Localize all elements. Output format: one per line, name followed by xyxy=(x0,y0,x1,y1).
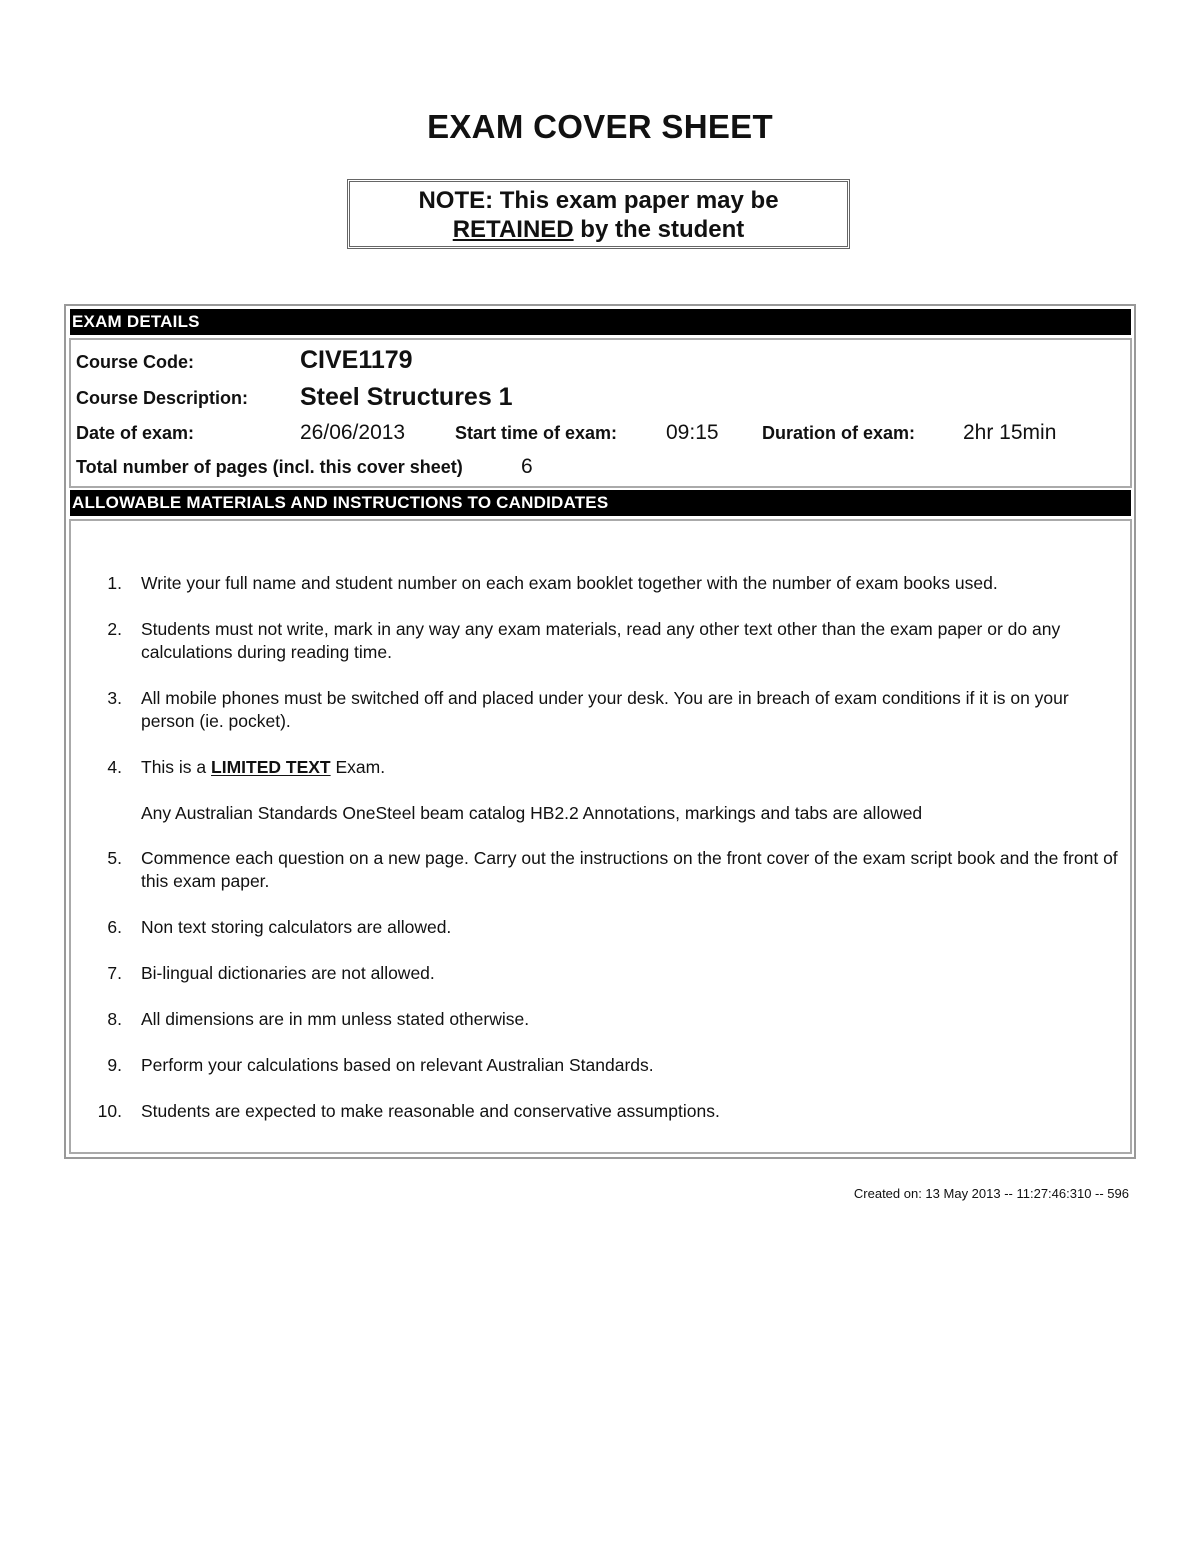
note-line-1: NOTE: This exam paper may be xyxy=(418,187,779,214)
start-time-label: Start time of exam: xyxy=(455,423,618,443)
instructions-header: ALLOWABLE MATERIALS AND INSTRUCTIONS TO CANDIDATES xyxy=(70,490,1131,516)
exam-details-header: EXAM DETAILS xyxy=(70,309,1131,335)
list-item: 6. Non text storing calculators are allowed. xyxy=(107,917,452,937)
course-description-label: Course Description: xyxy=(76,388,249,408)
list-item: Any Australian Standards OneSteel beam catalog HB2.2 Annotations, markings and tabs are allowed xyxy=(141,803,923,823)
list-item: 4. This is a LIMITED TEXT Exam. xyxy=(107,757,386,777)
page-title: EXAM COVER SHEET xyxy=(427,108,773,145)
duration-label: Duration of exam: xyxy=(762,423,916,443)
list-item: 1. Write your full name and student number on each exam booklet together with the number of exam books used. xyxy=(107,573,998,593)
list-item: 10. Students are expected to make reasonable and conservative assumptions. xyxy=(97,1101,720,1121)
exam-date-value: 26/06/2013 xyxy=(300,421,406,444)
instructions-list xyxy=(97,572,1120,1123)
duration-value: 2hr 15min xyxy=(963,421,1057,444)
start-time-value: 09:15 xyxy=(666,421,719,444)
note-line-2 xyxy=(350,215,847,244)
note-line-2-rest: by the student xyxy=(573,216,745,243)
list-item: 7. Bi-lingual dictionaries are not allowed. xyxy=(107,963,435,983)
list-item: 8. All dimensions are in mm unless stated otherwise. xyxy=(107,1009,530,1029)
list-item: 2. Students must not write, mark in any way any exam materials, read any other text other than the exam paper or do any calculations during reading time. xyxy=(107,619,1061,662)
list-item: 3. All mobile phones must be switched off and placed under your desk. You are in breach of exam conditions if it is on your person (ie. pocket). xyxy=(107,688,1069,731)
exam-date-label: Date of exam: xyxy=(76,423,195,443)
created-on-footer: Created on: 13 May 2013 -- 11:27:46:310 -- 596 xyxy=(853,1186,1129,1201)
limited-text-emphasis: LIMITED TEXT xyxy=(211,757,331,777)
total-pages-label: Total number of pages (incl. this cover sheet) xyxy=(76,457,463,477)
note-retained: RETAINED xyxy=(452,216,574,243)
list-item: 5. Commence each question on a new page. Carry out the instructions on the front cover of the exam script book and the front of this exam paper. xyxy=(107,848,1118,891)
list-item: 9. Perform your calculations based on relevant Australian Standards. xyxy=(107,1055,654,1075)
course-code-label: Course Code: xyxy=(76,352,195,372)
course-description-value: Steel Structures 1 xyxy=(300,383,513,411)
total-pages-value: 6 xyxy=(521,455,533,478)
retain-note-box xyxy=(347,179,850,249)
course-code-value: CIVE1179 xyxy=(300,346,413,374)
